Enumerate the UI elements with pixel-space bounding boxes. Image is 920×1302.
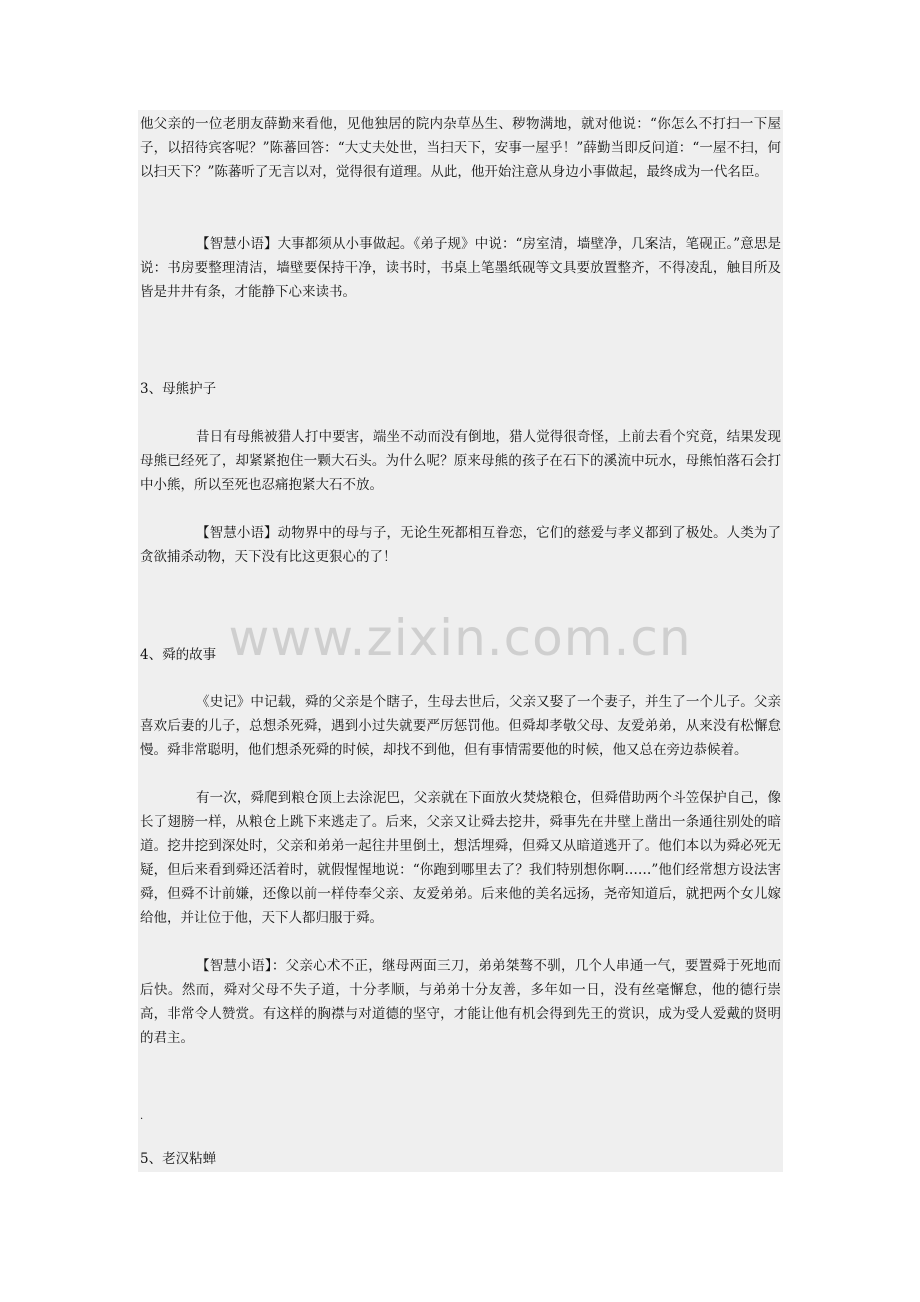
watermark: www.zixin.com.cn <box>228 609 692 667</box>
paragraph-intro: 他父亲的一位老朋友薛勤来看他，见他独居的院内杂草丛生、秽物满地，就对他说：“你怎么不打扫一下屋子，以招待宾客呢？”陈蕃回答：“大丈夫处世，当扫天下，安事一屋乎！”薛勤当即反问道：“一屋不扫，何以扫天下？”陈蕃听了无言以对，觉得很有道理。从此，他开始注意从身边小事做起，最终成为一代名臣。 <box>140 116 781 180</box>
section-heading-5: 5、老汉粘蝉 <box>140 1151 217 1167</box>
story-3-paragraph: 昔日有母熊被猎人打中要害，端坐不动而没有倒地，猎人觉得很奇怪，上前去看个究竟，结果发现母熊已经死了，却紧紧抱住一颗大石头。为什么呢？原来母熊的孩子在石下的溪流中玩水，母熊怕落石会打中小熊，所以至死也忍痛抱紧大石不放。 <box>140 429 781 493</box>
story-4-paragraph-a: 《史记》中记载，舜的父亲是个瞎子，生母去世后，父亲又娶了一个妻子，并生了一个儿子。父亲喜欢后妻的儿子，总想杀死舜，遇到小过失就要严厉惩罚他。但舜却孝敬父母、友爱弟弟，从来没有松懈怠慢。舜非常聪明，他们想杀死舜的时候，却找不到他，但有事情需要他的时候，他又总在旁边恭候着。 <box>140 694 781 758</box>
document-page <box>138 110 783 1172</box>
story-4-paragraph-b: 有一次，舜爬到粮仓顶上去涂泥巴，父亲就在下面放火焚烧粮仓，但舜借助两个斗笠保护自己，像长了翅膀一样，从粮仓上跳下来逃走了。后来，父亲又让舜去挖井，舜事先在井壁上凿出一条通往别处的暗道。挖井挖到深处时，父亲和弟弟一起往井里倒土，想活埋舜，但舜又从暗道逃开了。他们本以为舜必死无疑，但后来看到舜还活着时，就假惺惺地说：“你跑到哪里去了？我们特别想你啊……”他们经常想方设法害舜，但舜不计前嫌，还像以前一样侍奉父亲、友爱弟弟。后来他的美名远扬，尧帝知道后，就把两个女儿嫁给他，并让位于他，天下人都归服于舜。 <box>140 790 781 926</box>
stray-mark: . <box>140 1111 144 1122</box>
wisdom-note-3: 【智慧小语】动物界中的母与子，无论生死都相互眷恋，它们的慈爱与孝义都到了极处。人类为了贪欲捕杀动物，天下没有比这更狠心的了！ <box>140 525 781 565</box>
wisdom-note-4: 【智慧小语】：父亲心术不正，继母两面三刀，弟弟桀骜不驯，几个人串通一气，要置舜于死地而后快。然而，舜对父母不失子道，十分孝顺，与弟弟十分友善，多年如一日，没有丝毫懈怠，他的德行崇高，非常令人赞赏。有这样的胸襟与对道德的坚守，才能让他有机会得到先王的赏识，成为受人爱戴的贤明的君主。 <box>140 958 781 1046</box>
section-heading-4: 4、舜的故事 <box>140 647 217 663</box>
section-heading-3: 3、母熊护子 <box>140 381 217 397</box>
wisdom-note-1: 【智慧小语】大事都须从小事做起。《弟子规》中说：“房室清，墙壁净，几案洁，笔砚正。”意思是说：书房要整理清洁，墙壁要保持干净，读书时，书桌上笔墨纸砚等文具要放置整齐，不得凌乱，触目所及皆是井井有条，才能静下心来读书。 <box>140 236 781 300</box>
